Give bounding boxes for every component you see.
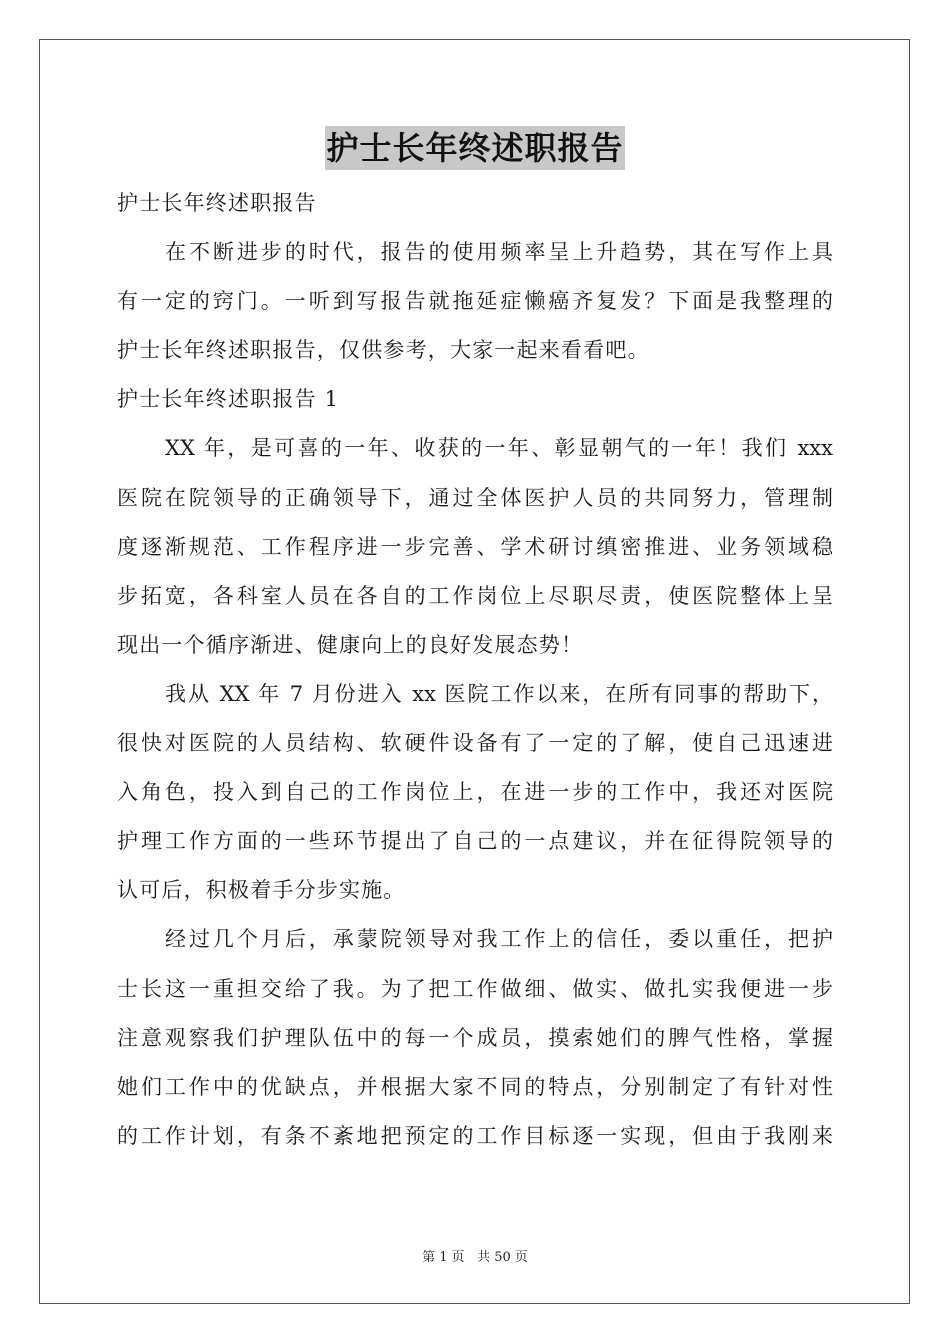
text-line: 的工作计划，有条不紊地把预定的工作目标逐一实现，但由于我刚来 <box>117 1123 833 1148</box>
text-line: XX 年，是可喜的一年、收获的一年、彰显朝气的一年！我们 xxx <box>165 436 833 461</box>
page-number-current: 第 1 页 <box>422 1250 465 1265</box>
text-line: 认可后，积极着手分步实施。 <box>117 878 406 903</box>
document-title: 护士长年终述职报告 <box>325 126 624 170</box>
text-line: 护士长年终述职报告，仅供参考，大家一起来看看吧。 <box>117 338 650 363</box>
page-footer <box>0 1246 950 1265</box>
text-line: 步拓宽，各科室人员在各自的工作岗位上尽职尽责，使医院整体上呈 <box>117 583 833 608</box>
page-number-total: 共 50 页 <box>477 1250 528 1265</box>
text-line: 注意观察我们护理队伍中的每一个成员，摸索她们的脾气性格，掌握 <box>117 1025 833 1050</box>
document-title-heading <box>0 126 950 170</box>
text-line: 护理工作方面的一些环节提出了自己的一点建议，并在征得院领导的 <box>117 829 833 854</box>
text-line: 护士长年终述职报告 1 <box>117 387 340 412</box>
text-line: 入角色，投入到自己的工作岗位上，在进一步的工作中，我还对医院 <box>117 780 833 805</box>
text-line: 度逐渐规范、工作程序进一步完善、学术研讨缜密推进、业务领域稳 <box>117 534 833 559</box>
text-line: 在不断进步的时代，报告的使用频率呈上升趋势，其在写作上具 <box>165 240 833 265</box>
text-line: 很快对医院的人员结构、软硬件设备有了一定的了解，使自己迅速进 <box>117 731 833 756</box>
text-line: 医院在院领导的正确领导下，通过全体医护人员的共同努力，管理制 <box>117 485 833 510</box>
text-line: 经过几个月后，承蒙院领导对我工作上的信任，委以重任，把护 <box>165 927 833 952</box>
text-line: 现出一个循序渐进、健康向上的良好发展态势！ <box>117 632 584 657</box>
text-line: 士长这一重担交给了我。为了把工作做细、做实、做扎实我便进一步 <box>117 976 833 1001</box>
text-line: 护士长年终述职报告 <box>117 191 317 215</box>
text-line: 她们工作中的优缺点，并根据大家不同的特点，分别制定了有针对性 <box>117 1074 833 1099</box>
text-line: 有一定的窍门。一听到写报告就拖延症懒癌齐复发？下面是我整理的 <box>117 289 833 314</box>
text-line: 我从 XX 年 7 月份进入 xx 医院工作以来，在所有同事的帮助下， <box>165 681 833 706</box>
document-body <box>117 179 833 1161</box>
